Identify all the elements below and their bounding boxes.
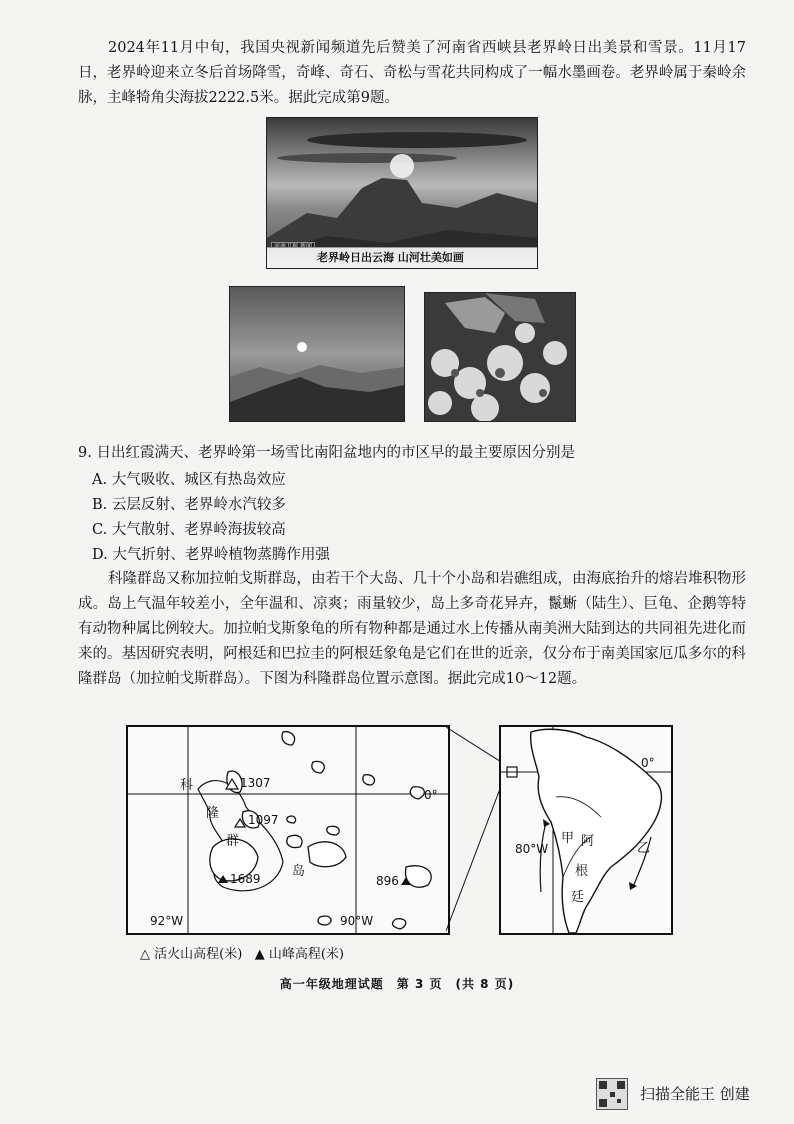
galapagos-map-svg xyxy=(128,727,448,933)
ridge-sunrise-photo xyxy=(229,286,405,422)
group-label-char-4: 岛 xyxy=(292,864,306,879)
lon-label-90w: 90°W xyxy=(340,914,374,928)
snow-pines-photo xyxy=(424,292,576,422)
country-char-3: 廷 xyxy=(571,890,585,905)
question-9-option-b: B. 云层反射、老界岭水汽较多 xyxy=(92,497,286,513)
galapagos-map xyxy=(126,725,450,935)
sa-equator-label: 0° xyxy=(641,756,655,770)
label-jia: 甲 xyxy=(561,831,575,846)
scanner-logo-icon xyxy=(596,1078,628,1110)
photo-caption: 老界岭日出云海 山河壮美如画 xyxy=(267,247,537,268)
elevation-label-1689: 1689 xyxy=(230,872,261,886)
south-america-map xyxy=(499,725,673,935)
intro-paragraph: 2024年11月中旬，我国央视新闻频道先后赞美了河南省西峡县老界岭日出美景和雪景。11月17日，老界岭迎来立冬后首场降雪，奇峰、奇石、奇松与雪花共同构成了一幅水墨画卷。老界岭属于秦岭余脉，主峰犄角尖海拔2222.5米。据此完成第9题。 xyxy=(78,40,746,106)
volcano-legend-label: 活火山高程(米) xyxy=(154,947,243,962)
country-char-1: 阿 xyxy=(581,834,595,849)
sunrise-photo xyxy=(266,117,538,269)
group-label-char-1: 科 xyxy=(180,778,194,793)
elevation-label-1097: 1097 xyxy=(248,813,279,827)
peak-legend-icon: ▲ xyxy=(254,947,265,962)
elevation-label-1307: 1307 xyxy=(240,776,271,790)
peak-legend-label: 山峰高程(米) xyxy=(268,947,344,962)
south-america-map-svg xyxy=(501,727,671,933)
group-label-char-2: 隆 xyxy=(206,806,220,821)
equator-label: 0° xyxy=(424,788,438,802)
country-char-2: 根 xyxy=(575,864,589,879)
volcano-legend-icon: △ xyxy=(140,947,150,962)
map-legend xyxy=(140,945,344,965)
lon-label-92w: 92°W xyxy=(150,914,184,928)
question-9-stem: 9. 日出红霞满天、老界岭第一场雪比南阳盆地内的市区早的最主要原因分别是 xyxy=(78,445,575,461)
question-9-option-a: A. 大气吸收、城区有热岛效应 xyxy=(92,472,286,488)
galapagos-paragraph: 科隆群岛又称加拉帕戈斯群岛，由若干个大岛、几十个小岛和岩礁组成，由海底抬升的熔岩堆积物形成。岛上气温年较差小，全年温和、凉爽；雨量较少，岛上多奇花异卉，鬣蜥（陆生）、巨龟、企鹅等特有动物种属比例较大。加拉帕戈斯象龟的所有物种都是通过水上传播从南美洲大陆到达的共同祖先进化而来的。基因研究表明，阿根廷和巴拉圭的阿根廷象龟是它们在世的近亲，仅分布于南美国家厄瓜多尔的科隆群岛（加拉帕戈斯群岛）。下图为科隆群岛位置示意图。据此完成10～12题。 xyxy=(78,571,746,687)
snow-pines-art xyxy=(425,293,575,421)
scanner-watermark: 扫描全能王 创建 xyxy=(640,1085,750,1103)
sa-lon-label: 80°W xyxy=(515,842,549,856)
question-9-option-d: D. 大气折射、老界岭植物蒸腾作用强 xyxy=(92,547,330,563)
question-9-option-c: C. 大气散射、老界岭海拔较高 xyxy=(92,522,286,538)
group-label-char-3: 群 xyxy=(226,834,240,849)
page-footer: 高一年级地理试题 第 3 页 (共 8 页) xyxy=(279,977,515,991)
ridge-sunrise-art xyxy=(230,287,404,421)
elevation-label-896: 896 xyxy=(376,874,399,888)
label-yi: 乙 xyxy=(637,841,651,856)
